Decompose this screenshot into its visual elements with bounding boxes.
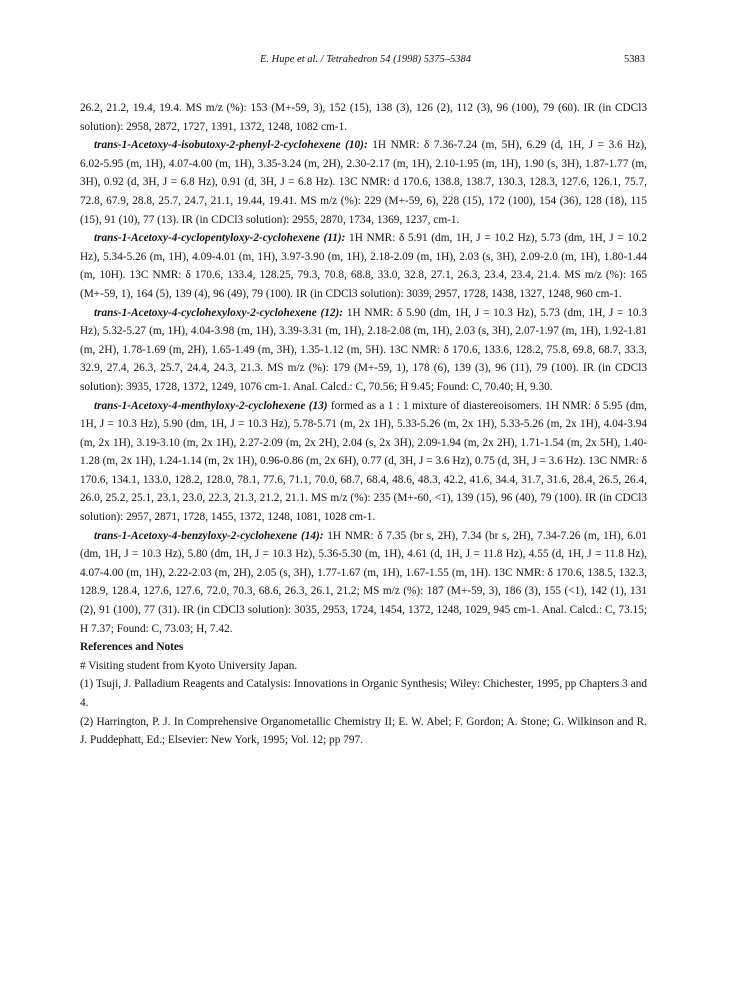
compound-data: formed as a 1 : 1 mixture of diastereoisomers. 1H NMR: δ 5.95 (dm, 1H, J = 10.3 Hz), 5.90 (dm, 1H, J = 10.3 Hz), 5.78-5.71 (m, 2x 1H), 5.33-5.26 (m, 2x 1H), 5.33-5.26 (m, 2x 1H), 4.04-3.94 (m, 2x 1H), 3.19-3.10 (m, 2x 1H), 2.27-2.09 (m, 2x 2H), 2.04 (s, 2x 3H), 2.09-1.94 (m, 2x 2H), 1.71-1.54 (m, 2x 5H), 1.40-1.28 (m, 2x 1H), 1.24-1.14 (m, 2x 1H), 0.96-0.86 (m, 2x 6H), 0.77 (d, 3H, J = 3.6 Hz), 0.75 (d, 3H, J = 3.6 Hz). 13C NMR: δ 170.6, 134.1, 133.0, 128.2, 128.0, 78.1, 77.6, 71.1, 70.0, 68.7, 68.4, 48.6, 48.3, 42.2, 41.6, 34.4, 31.7, 31.6, 28.4, 26.5, 26.4, 26.0, 25.2, 25.1, 23.1, 23.0, 22.3, 21.3, 21.2, 21.1. MS m/z (%): 235 (M+-60, <1), 139 (15), 96 (40), 79 (100). IR (in CDCl3 solution): 2957, 2871, 1728, 1455, 1372, 1248, 1081, 1028 cm-1. [80, 399, 647, 524]
compound-data: 1H NMR: δ 7.36-7.24 (m, 5H), 6.29 (d, 1H, J = 3.6 Hz), 6.02-5.95 (m, 1H), 4.07-4.00 (m, 1H), 3.35-3.24 (m, 2H), 2.30-2.17 (m, 1H), 2.10-1.95 (m, 1H), 1.90 (s, 3H), 1.87-1.77 (m, 3H), 0.92 (d, 3H, J = 6.8 Hz), 0.91 (d, 3H, J = 6.8 Hz). 13C NMR: d 170.6, 138.8, 138.7, 130.3, 128.3, 127.6, 126.1, 75.7, 72.8, 67.9, 28.8, 25.7, 24.7, 21.1, 19.44, 19.41. MS m/z (%): 229 (M+-59, 6), 228 (15), 172 (100), 154 (36), 128 (18), 115 (15), 91 (10), 77 (13). IR (in CDCl3 solution): 2955, 2870, 1734, 1369, 1237, cm-1. [80, 139, 647, 226]
compound-data: 1H NMR: δ 5.91 (dm, 1H, J = 10.2 Hz), 5.73 (dm, 1H, J = 10.2 Hz), 5.34-5.26 (m, 1H), 4.09-4.01 (m, 1H), 3.97-3.90 (m, 1H), 2.18-2.09 (m, 1H), 2.03 (s, 3H), 2.09-2.0 (m, 1H), 1.80-1.44 (m, 10H). 13C NMR: δ 170.6, 133.4, 128.25, 79.3, 70.8, 68.8, 33.0, 32.8, 27.1, 26.3, 23.4, 23.4, 21.4. MS m/z (%): 165 (M+-59, 1), 164 (5), 139 (4), 96 (49), 79 (100). IR (in CDCl3 solution): 3039, 2957, 1728, 1438, 1327, 1248, 960 cm-1. [80, 232, 647, 300]
reference-note: # Visiting student from Kyoto University Japan. [80, 659, 298, 672]
compound-name: trans-1-Acetoxy-4-isobutoxy-2-phenyl-2-cyclohexene (10): [94, 139, 368, 152]
compound-data: 1H NMR: δ 7.35 (br s, 2H), 7.34 (br s, 2H), 7.34-7.26 (m, 1H), 6.01 (dm, 1H, J = 10.3 Hz), 5.80 (dm, 1H, J = 10.3 Hz), 5.36-5.30 (m, 1H), 4.61 (d, 1H, J = 11.8 Hz), 4.55 (d, 1H, J = 11.8 Hz), 4.07-4.00 (m, 1H), 2.22-2.03 (m, 2H), 2.05 (s, 3H), 1.77-1.67 (m, 1H), 1.67-1.55 (m, 1H). 13C NMR: δ 170.6, 138.5, 132.3, 128.9, 128.4, 127.6, 127.6, 72.0, 70.3, 68.6, 26.3, 26.1, 21.2; MS m/z (%): 187 (M+-59, 3), 186 (3), 155 (<1), 142 (1), 131 (2), 91 (100), 77 (31). IR (in CDCl3 solution): 3035, 2953, 1724, 1454, 1372, 1248, 1029, 945 cm-1. Anal. Calcd.: C, 73.15; H 7.37; Found: C, 73.03; H, 7.42. [80, 529, 647, 635]
paragraph-text: 26.2, 21.2, 19.4, 19.4. MS m/z (%): 153 (M+-59, 3), 152 (15), 138 (3), 126 (2), 112 (3), 96 (100), 79 (60). IR (in CDCl3 solution): 2958, 2872, 1727, 1391, 1372, 1248, 1082 cm-1. [80, 102, 647, 133]
compound-entry-13 [80, 397, 647, 527]
experimental-section [80, 99, 647, 750]
running-head [0, 54, 731, 70]
compound-entry-11 [80, 229, 647, 303]
compound-data: 1H NMR: δ 5.90 (dm, 1H, J = 10.3 Hz), 5.73 (dm, 1H, J = 10.3 Hz), 5.32-5.27 (m, 1H), 4.04-3.98 (m, 1H), 3.39-3.31 (m, 1H), 2.18-2.08 (m, 1H), 2.03 (s, 3H), 2.07-1.97 (m, 1H), 1.92-1.81 (m, 2H), 1.78-1.69 (m, 2H), 1.65-1.49 (m, 3H), 1.35-1.12 (m, 5H). 13C NMR: δ 170.6, 133.6, 128.2, 75.8, 69.8, 68.7, 33.3, 32.9, 27.4, 26.3, 25.7, 24.4, 24.3, 21.3. MS m/z (%): 179 (M+-59, 1), 178 (6), 139 (3), 96 (11), 79 (100). IR (in CDCl3 solution): 3935, 1728, 1372, 1249, 1076 cm-1. Anal. Calcd.: C, 70.56; H 9.45; Found: C, 70.40; H, 9.30. [80, 306, 648, 393]
paragraph-continuation [80, 99, 647, 136]
compound-entry-10 [80, 136, 647, 229]
compound-name: trans-1-Acetoxy-4-menthyloxy-2-cyclohexene (13) [94, 399, 328, 412]
compound-name: trans-1-Acetoxy-4-cyclopentyloxy-2-cyclohexene (11): [94, 232, 346, 245]
compound-entry-14 [80, 527, 647, 639]
reference-item: (2) Harrington, P. J. In Comprehensive Organometallic Chemistry II; E. W. Abel; F. Gordon; A. Stone; G. Wilkinson and R. J. Puddephatt, Ed.; Elsevier: New York, 1995; Vol. 12; pp 797. [80, 715, 647, 747]
compound-entry-12 [80, 304, 647, 397]
reference-item: (1) Tsuji, J. Palladium Reagents and Catalysis: Innovations in Organic Synthesis; Wiley: Chichester, 1995, pp Chapters 3 and 4. [80, 678, 647, 709]
journal-citation: E. Hupe et al. / Tetrahedron 54 (1998) 5375–5384 [260, 54, 471, 65]
page-number: 5383 [624, 54, 645, 65]
compound-name: trans-1-Acetoxy-4-benzyloxy-2-cyclohexene (14): [94, 529, 324, 542]
compound-name: trans-1-Acetoxy-4-cyclohexyloxy-2-cyclohexene (12): [94, 306, 344, 319]
references-heading: References and Notes [80, 641, 184, 654]
